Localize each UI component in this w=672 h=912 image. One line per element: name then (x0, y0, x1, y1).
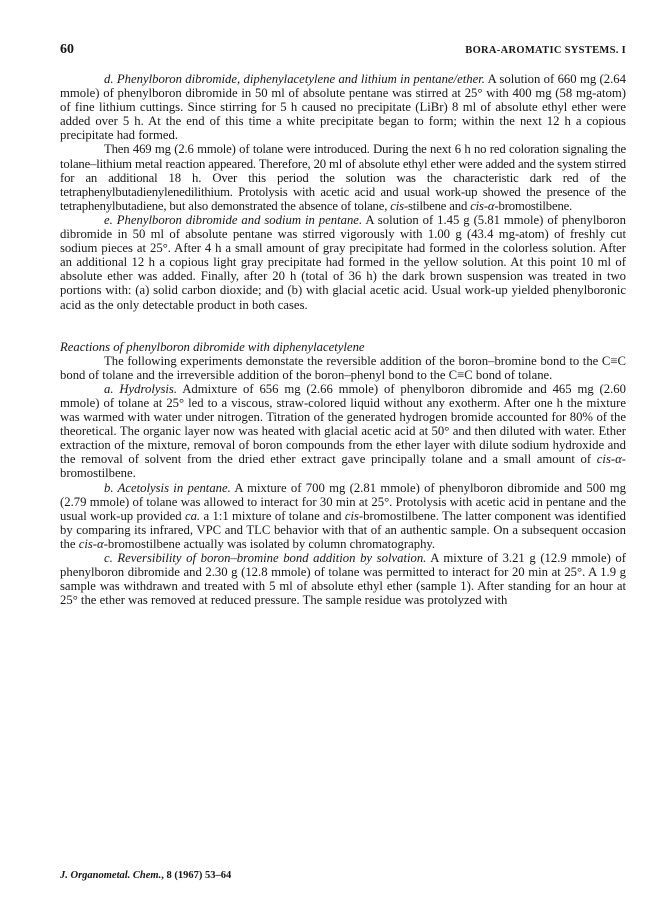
paragraph-d2-text-b: -stilbene and (403, 198, 471, 213)
section-gap (60, 312, 626, 326)
paragraph-d-label: d. Phenylboron dibromide, diphenylacetylene and lithium in pentane/ether. (104, 72, 485, 86)
paragraph-a (60, 382, 626, 481)
paragraph-a-text: Admixture of 656 mg (2.66 mmole) of phenylboron dibromide and 465 mg (2.60 mmole) of tolane at 25° led to a viscous, straw-colored liquid without any exotherm. After one h the mixture was warmed with water under nitrogen. Titration of the generated hydrogen bromide accounted for 80% of the theoretical. The organic layer now was heated with glacial acetic acid at 50° and then diluted with water. Ether extraction of the mixture, removal of boron compounds from the ether layer with dilute sodium hydroxide and the removal of solvent from the dried ether extract gave principally tolane and a small amount of (60, 381, 626, 467)
paragraph-c-label: c. Reversibility of boron–bromine bond addition by solvation. (104, 551, 427, 565)
journal-citation: , 8 (1967) 53–64 (161, 870, 232, 881)
paragraph-b (60, 481, 626, 551)
cis-italic-b: cis (344, 508, 359, 523)
journal-name: J. Organometal. Chem. (60, 870, 162, 881)
paragraph-b-text: A mixture of 700 mg (2.81 mmole) of phenylboron dibromide and 500 mg (2.79 mmole) of tolane was allowed to interact for 30 min at 25°. Protolysis with acetic acid in pentane and the usual work-up provided (60, 480, 626, 523)
paragraph-c-text: A mixture of 3.21 g (12.9 mmole) of phenylboron dibromide and 2.30 g (12.8 mmole) of tolane was permitted to interact for 20 min at 25°. A 1.9 g sample was withdrawn and treated with 5 ml of absolute ethyl ether (sample 1). After standing for an hour at 25° the ether was removed at reduced pressure. The sample residue was protolyzed with (60, 551, 626, 608)
page-number: 60 (60, 42, 74, 57)
paragraph-b-text-4: -bromostilbene actually was isolated by column chromatography. (103, 536, 436, 551)
paragraph-intro: The following experiments demonstate the reversible addition of the boron–bromine bond to the C≡C bond of tolane and the irreversible addition of the boron–phenyl bond to the C≡C bond of tolane. (60, 353, 626, 382)
ca-italic: ca. (184, 508, 201, 523)
paragraph-c (60, 551, 626, 607)
running-title: BORA-AROMATIC SYSTEMS. I (465, 45, 626, 56)
paragraph-e-label: e. Phenylboron dibromide and sodium in pentane. (104, 212, 363, 227)
cis-italic: cis (390, 198, 404, 213)
journal-page (60, 42, 626, 607)
cis-alpha-italic-b: cis-α (78, 536, 104, 551)
paragraph-d (60, 72, 626, 142)
paragraph-d2-text: Then 469 mg (2.6 mmole) of tolane were introduced. During the next 6 h no red coloration signaling the tolane–lithium metal reaction appeared. Therefore, 20 ml of absolute ethyl ether were added and the system stirred for an additional 18 h. Over this period the solution was the characteristic dark red of the tetraphenylbutadienylenedilithium. Protolysis with acetic acid and usual work-up showed the presence of the tetraphenylbutadiene, but also demonstrated the absence of tolane, (60, 142, 626, 213)
paragraph-b-text-3: -bromostilbene. The latter component was identified by comparing its infrared, VPC and TLC behavior with that of an authentic sample. On a subsequent occasion the (60, 508, 626, 551)
cis-alpha-italic: cis-α (470, 198, 495, 213)
paragraph-b-label: b. Acetolysis in pentane. (104, 480, 231, 495)
paragraph-a-label: a. Hydrolysis. (104, 381, 178, 396)
page-header (60, 42, 626, 72)
paragraph-d-text: A solution of 660 mg (2.64 mmole) of phenylboron dibromide in 50 ml of absolute pentane was stirred at 25° with 400 mg (58 mg-atom) of fine lithium cuttings. Since stirring for 5 h caused no precipitate (LiBr) 8 ml of absolute ethyl ether were added over 5 h. At the end of this time a white precipitate began to form; within the next 12 h a copious precipitate had formed. (60, 72, 626, 143)
paragraph-d2 (60, 142, 626, 212)
paragraph-b-text-2: a 1:1 mixture of tolane and (200, 508, 345, 523)
paragraph-e (60, 213, 626, 312)
paragraph-a-tail: -bromostilbene. (60, 452, 626, 481)
paragraph-d2-text-c: -bromostilbene. (494, 198, 573, 213)
section-heading: Reactions of phenylboron dibromide with diphenylacetylene (60, 339, 365, 354)
paragraph-e-text: A solution of 1.45 g (5.81 mmole) of phenylboron dibromide in 50 ml of absolute pentane was stirred vigorously with 1.00 g (43.4 mg-atom) of freshly cut sodium pieces at 25°. After 4 h a small amount of gray precipitate had formed in the colorless solution. After an additional 12 h a copious light gray precipitate had formed in the yellow solution. At this point 10 ml of absolute ether was added. Finally, after 20 h (total of 36 h) the dark brown suspension was treated in two portions with: (a) solid carbon dioxide; and (b) with glacial acetic acid. Usual work-up yielded phenylboronic acid as the only detectable product in both cases. (60, 212, 626, 312)
page-footer (60, 870, 231, 881)
paragraph-a-tail-italic: cis-α (596, 452, 622, 467)
